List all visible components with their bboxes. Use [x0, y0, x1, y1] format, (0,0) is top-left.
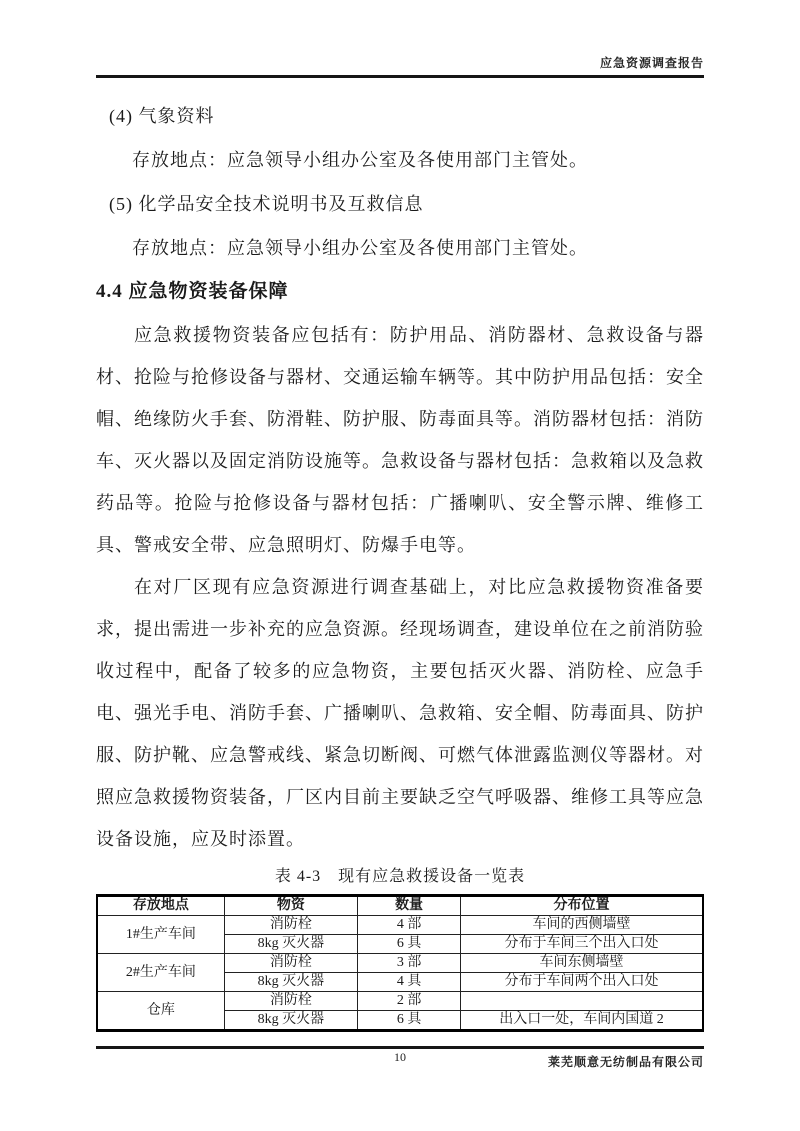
paragraph-equipment-scope: 应急救援物资装备应包括有：防护用品、消防器材、急救设备与器材、抢险与抢修设备与器材、交通运输车辆等。其中防护用品包括：安全帽、绝缘防火手套、防滑鞋、防护服、防毒面具等。消防器材包括：消防车、灭火器以及固定消防设施等。急救设备与器材包括：急救箱以及急救药品等。抢险与抢修设备与器材包括：广播喇叭、安全警示牌、维修工具、警戒安全带、应急照明灯、防爆手电等。 [96, 325, 704, 555]
position-cell [461, 992, 703, 1011]
page-footer [96, 1046, 704, 1073]
quantity-cell: 6 具 [358, 935, 461, 954]
quantity-cell: 3 部 [358, 954, 461, 973]
position-cell: 出入口一处，车间内国道 2 [461, 1011, 703, 1031]
quantity-cell: 6 具 [358, 1011, 461, 1031]
material-cell: 8kg 灭火器 [224, 1011, 357, 1031]
quantity-cell: 2 部 [358, 992, 461, 1011]
position-cell: 车间东侧墙壁 [461, 954, 703, 973]
position-cell: 分布于车间两个出入口处 [461, 973, 703, 992]
table-row [97, 992, 703, 1011]
list-item-4-label: (4) 气象资料 [109, 106, 215, 126]
footer-row [96, 1049, 704, 1073]
section-heading: 4.4 应急物资装备保障 [96, 281, 289, 302]
col-header-location: 存放地点 [97, 896, 224, 916]
page-header [96, 0, 704, 78]
position-cell: 分布于车间三个出入口处 [461, 935, 703, 954]
position-cell: 车间的西侧墙壁 [461, 916, 703, 935]
col-header-position: 分布位置 [461, 896, 703, 916]
quantity-cell: 4 具 [358, 973, 461, 992]
equipment-table [96, 894, 704, 1032]
table-header-row [97, 896, 703, 916]
location-cell-workshop2: 2#生产车间 [97, 954, 224, 992]
col-header-quantity: 数量 [358, 896, 461, 916]
list-item-4-storage: 存放地点：应急领导小组办公室及各使用部门主管处。 [132, 150, 588, 170]
footer-company-name: 莱芜顺意无纺制品有限公司 [547, 1055, 704, 1069]
page-number: 10 [394, 1050, 406, 1064]
table-caption: 表 4-3 现有应急救援设备一览表 [274, 868, 526, 885]
material-cell: 消防栓 [224, 916, 357, 935]
quantity-cell: 4 部 [358, 916, 461, 935]
material-cell: 消防栓 [224, 992, 357, 1011]
list-item-5-storage: 存放地点：应急领导小组办公室及各使用部门主管处。 [132, 238, 588, 258]
table-row [97, 916, 703, 935]
col-header-material: 物资 [224, 896, 357, 916]
page-content [96, 0, 704, 1032]
material-cell: 8kg 灭火器 [224, 935, 357, 954]
header-title: 应急资源调查报告 [599, 56, 704, 70]
material-cell: 8kg 灭火器 [224, 973, 357, 992]
paragraph-survey-findings: 在对厂区现有应急资源进行调查基础上，对比应急救援物资准备要求，提出需进一步补充的应急资源。经现场调查，建设单位在之前消防验收过程中，配备了较多的应急物资，主要包括灭火器、消防栓、应急手电、强光手电、消防手套、广播喇叭、急救箱、安全帽、防毒面具、防护服、防护靴、应急警戒线、紧急切断阀、可燃气体泄露监测仪等器材。对照应急救援物资装备，厂区内目前主要缺乏空气呼吸器、维修工具等应急设备设施，应及时添置。 [96, 577, 704, 849]
material-cell: 消防栓 [224, 954, 357, 973]
location-cell-workshop1: 1#生产车间 [97, 916, 224, 954]
list-item-5-label: (5) 化学品安全技术说明书及互救信息 [109, 194, 424, 214]
table-row [97, 954, 703, 973]
resource-list [96, 94, 704, 270]
location-cell-warehouse: 仓库 [97, 992, 224, 1031]
